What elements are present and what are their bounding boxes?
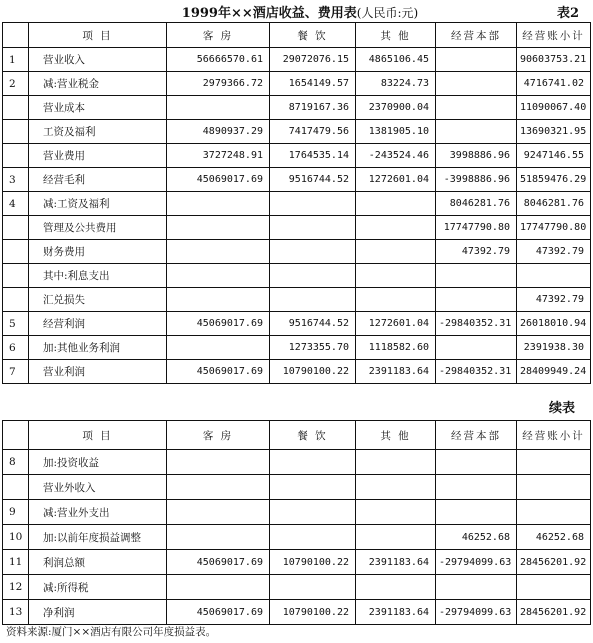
row-index: 6 — [3, 336, 29, 360]
cell-operations-hq: -3998886.96 — [436, 168, 517, 192]
cell-rooms — [167, 575, 270, 600]
cell-rooms: 4890937.29 — [167, 120, 270, 144]
row-index: 1 — [3, 48, 29, 72]
table-row — [3, 216, 591, 240]
row-item-label: 其中:利息支出 — [29, 264, 167, 288]
cell-subtotal — [517, 264, 591, 288]
cell-food-beverage — [270, 575, 356, 600]
cell-rooms — [167, 192, 270, 216]
cell-rooms — [167, 288, 270, 312]
table-row — [3, 575, 591, 600]
cell-food-beverage: 9516744.52 — [270, 312, 356, 336]
cell-food-beverage: 8719167.36 — [270, 96, 356, 120]
cell-food-beverage — [270, 288, 356, 312]
cell-subtotal — [517, 500, 591, 525]
header-operations-hq: 经营本部 — [436, 421, 517, 450]
source-note: 资料来源:厦门××酒店有限公司年度损益表。 — [6, 626, 217, 638]
header-other: 其 他 — [356, 421, 436, 450]
cell-rooms: 2979366.72 — [167, 72, 270, 96]
row-index: 12 — [3, 575, 29, 600]
cell-operations-hq — [436, 575, 517, 600]
cell-rooms — [167, 500, 270, 525]
cell-other — [356, 475, 436, 500]
cell-operations-hq — [436, 336, 517, 360]
row-index — [3, 240, 29, 264]
header-operations-hq: 经营本部 — [436, 23, 517, 48]
cell-operations-hq — [436, 450, 517, 475]
cell-other: 1381905.10 — [356, 120, 436, 144]
table-row — [3, 144, 591, 168]
row-index — [3, 144, 29, 168]
table-row — [3, 168, 591, 192]
header-index — [3, 23, 29, 48]
table-row — [3, 336, 591, 360]
cell-other — [356, 500, 436, 525]
table-title — [150, 2, 450, 21]
cell-other — [356, 288, 436, 312]
header-food-beverage: 餐 饮 — [270, 421, 356, 450]
cell-subtotal: 4716741.02 — [517, 72, 591, 96]
table-number: 表2 — [556, 6, 579, 21]
cell-food-beverage — [270, 216, 356, 240]
row-index: 4 — [3, 192, 29, 216]
row-index: 9 — [3, 500, 29, 525]
cell-food-beverage — [270, 475, 356, 500]
row-item-label: 减:营业外支出 — [29, 500, 167, 525]
cell-other: 1272601.04 — [356, 312, 436, 336]
row-index — [3, 120, 29, 144]
row-index: 8 — [3, 450, 29, 475]
cell-other — [356, 192, 436, 216]
row-item-label: 营业外收入 — [29, 475, 167, 500]
cell-subtotal — [517, 450, 591, 475]
cell-food-beverage — [270, 525, 356, 550]
title-unit: (人民币:元) — [356, 6, 419, 20]
cell-food-beverage — [270, 500, 356, 525]
cell-subtotal: 47392.79 — [517, 240, 591, 264]
row-index: 2 — [3, 72, 29, 96]
table-row — [3, 264, 591, 288]
cell-operations-hq: -29794099.63 — [436, 600, 517, 625]
cell-subtotal: 11090067.40 — [517, 96, 591, 120]
cell-food-beverage — [270, 264, 356, 288]
cell-other: -243524.46 — [356, 144, 436, 168]
title-main: 1999年××酒店收益、费用表 — [181, 6, 357, 21]
cell-operations-hq: 8046281.76 — [436, 192, 517, 216]
cell-food-beverage — [270, 192, 356, 216]
table-row — [3, 72, 591, 96]
table-row — [3, 240, 591, 264]
header-other: 其 他 — [356, 23, 436, 48]
row-index — [3, 475, 29, 500]
row-index: 3 — [3, 168, 29, 192]
cell-food-beverage: 1764535.14 — [270, 144, 356, 168]
row-index: 13 — [3, 600, 29, 625]
row-item-label: 减:所得税 — [29, 575, 167, 600]
cell-other — [356, 264, 436, 288]
table-row — [3, 450, 591, 475]
cell-rooms — [167, 475, 270, 500]
cell-other: 1118582.60 — [356, 336, 436, 360]
cell-operations-hq — [436, 72, 517, 96]
row-item-label: 加:以前年度损益调整 — [29, 525, 167, 550]
row-item-label: 净利润 — [29, 600, 167, 625]
cell-operations-hq — [436, 288, 517, 312]
cell-other — [356, 240, 436, 264]
header-item: 项 目 — [29, 23, 167, 48]
cell-subtotal: 46252.68 — [517, 525, 591, 550]
cell-operations-hq: -29840352.31 — [436, 312, 517, 336]
cell-operations-hq — [436, 264, 517, 288]
cell-operations-hq: 17747790.80 — [436, 216, 517, 240]
cell-food-beverage — [270, 240, 356, 264]
row-index — [3, 216, 29, 240]
table-row — [3, 48, 591, 72]
cell-operations-hq — [436, 48, 517, 72]
row-index — [3, 96, 29, 120]
cell-other: 2391183.64 — [356, 550, 436, 575]
cell-subtotal: 8046281.76 — [517, 192, 591, 216]
table-row — [3, 288, 591, 312]
cell-food-beverage: 10790100.22 — [270, 360, 356, 384]
cell-rooms: 45069017.69 — [167, 600, 270, 625]
cell-food-beverage: 10790100.22 — [270, 600, 356, 625]
table-row — [3, 525, 591, 550]
row-index: 10 — [3, 525, 29, 550]
row-index: 5 — [3, 312, 29, 336]
cell-subtotal: 51859476.29 — [517, 168, 591, 192]
cell-food-beverage: 1273355.70 — [270, 336, 356, 360]
cell-subtotal: 2391938.30 — [517, 336, 591, 360]
cell-operations-hq: 47392.79 — [436, 240, 517, 264]
row-item-label: 经营毛利 — [29, 168, 167, 192]
row-item-label: 加:投资收益 — [29, 450, 167, 475]
cell-rooms — [167, 336, 270, 360]
header-item: 项 目 — [29, 421, 167, 450]
header-food-beverage: 餐 饮 — [270, 23, 356, 48]
row-item-label: 减:工资及福利 — [29, 192, 167, 216]
cell-subtotal: 26018010.94 — [517, 312, 591, 336]
cell-rooms: 45069017.69 — [167, 360, 270, 384]
cell-rooms: 45069017.69 — [167, 550, 270, 575]
row-index: 11 — [3, 550, 29, 575]
cell-subtotal — [517, 575, 591, 600]
row-item-label: 加:其他业务利润 — [29, 336, 167, 360]
cell-other: 2391183.64 — [356, 360, 436, 384]
cell-rooms — [167, 96, 270, 120]
cell-other: 4865106.45 — [356, 48, 436, 72]
table-row — [3, 550, 591, 575]
table-row — [3, 312, 591, 336]
row-item-label: 利润总额 — [29, 550, 167, 575]
cell-subtotal: 47392.79 — [517, 288, 591, 312]
cell-food-beverage: 1654149.57 — [270, 72, 356, 96]
cell-rooms — [167, 450, 270, 475]
income-expense-table — [2, 22, 591, 384]
cell-other: 83224.73 — [356, 72, 436, 96]
cell-food-beverage: 9516744.52 — [270, 168, 356, 192]
cell-other — [356, 450, 436, 475]
row-item-label: 营业成本 — [29, 96, 167, 120]
cell-food-beverage: 10790100.22 — [270, 550, 356, 575]
row-item-label: 营业收入 — [29, 48, 167, 72]
cell-rooms — [167, 240, 270, 264]
cell-rooms: 45069017.69 — [167, 312, 270, 336]
cell-rooms — [167, 216, 270, 240]
cell-other: 1272601.04 — [356, 168, 436, 192]
header-subtotal: 经营账小计 — [517, 23, 591, 48]
cell-rooms: 3727248.91 — [167, 144, 270, 168]
table-row — [3, 600, 591, 625]
cell-other: 2391183.64 — [356, 600, 436, 625]
table-row — [3, 475, 591, 500]
row-item-label: 工资及福利 — [29, 120, 167, 144]
cell-other — [356, 575, 436, 600]
row-index — [3, 288, 29, 312]
table-header-row — [3, 421, 591, 450]
cell-subtotal: 28456201.92 — [517, 550, 591, 575]
cell-subtotal: 13690321.95 — [517, 120, 591, 144]
cell-subtotal — [517, 475, 591, 500]
cell-operations-hq — [436, 475, 517, 500]
table-row — [3, 192, 591, 216]
row-item-label: 财务费用 — [29, 240, 167, 264]
row-item-label: 汇兑损失 — [29, 288, 167, 312]
cell-operations-hq: 46252.68 — [436, 525, 517, 550]
cell-food-beverage — [270, 450, 356, 475]
income-expense-table-continued — [2, 420, 591, 625]
continued-label: 续表 — [548, 401, 575, 416]
cell-subtotal: 28456201.92 — [517, 600, 591, 625]
cell-operations-hq: -29840352.31 — [436, 360, 517, 384]
cell-rooms — [167, 264, 270, 288]
row-item-label: 营业利润 — [29, 360, 167, 384]
cell-other — [356, 216, 436, 240]
row-item-label: 经营利润 — [29, 312, 167, 336]
table-row — [3, 96, 591, 120]
cell-subtotal: 90603753.21 — [517, 48, 591, 72]
header-rooms: 客 房 — [167, 23, 270, 48]
row-index: 7 — [3, 360, 29, 384]
cell-rooms: 45069017.69 — [167, 168, 270, 192]
cell-subtotal: 9247146.55 — [517, 144, 591, 168]
cell-rooms: 56666570.61 — [167, 48, 270, 72]
cell-food-beverage: 29072076.15 — [270, 48, 356, 72]
cell-food-beverage: 7417479.56 — [270, 120, 356, 144]
cell-rooms — [167, 525, 270, 550]
table-row — [3, 360, 591, 384]
cell-operations-hq — [436, 500, 517, 525]
table-header-row — [3, 23, 591, 48]
row-item-label: 营业费用 — [29, 144, 167, 168]
cell-subtotal: 28409949.24 — [517, 360, 591, 384]
table-row — [3, 500, 591, 525]
cell-operations-hq — [436, 120, 517, 144]
cell-operations-hq: -29794099.63 — [436, 550, 517, 575]
cell-other — [356, 525, 436, 550]
table-row — [3, 120, 591, 144]
header-rooms: 客 房 — [167, 421, 270, 450]
row-item-label: 管理及公共费用 — [29, 216, 167, 240]
cell-operations-hq: 3998886.96 — [436, 144, 517, 168]
cell-other: 2370900.04 — [356, 96, 436, 120]
header-subtotal: 经营账小计 — [517, 421, 591, 450]
cell-subtotal: 17747790.80 — [517, 216, 591, 240]
row-index — [3, 264, 29, 288]
header-index — [3, 421, 29, 450]
row-item-label: 减:营业税金 — [29, 72, 167, 96]
cell-operations-hq — [436, 96, 517, 120]
